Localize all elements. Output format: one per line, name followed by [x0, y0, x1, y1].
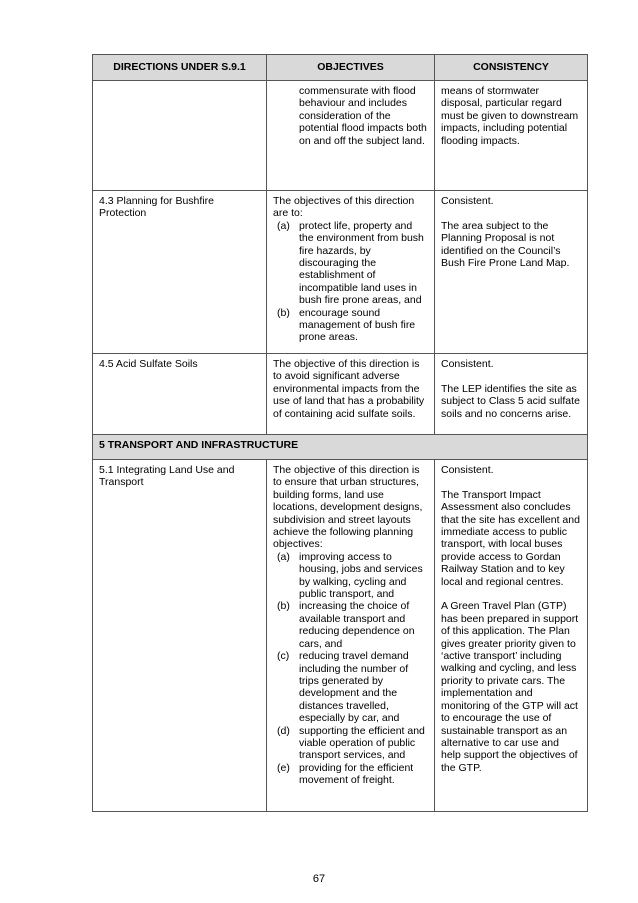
transport-objective-list — [273, 551, 428, 787]
table-row-transport — [93, 460, 588, 812]
acid-objectives-text: The objective of this direction is to avoid significant adverse environmental impacts from the use of land that has a probability of containing acid sulfate soils. — [273, 358, 425, 420]
table-row-continuation — [93, 81, 588, 191]
list-item-text: protect life, property and the environment from bush fire hazards, by discouraging the establishment of incompatible land uses in bush fire prone areas, and — [299, 219, 424, 307]
acid-direction-text: 4.5 Acid Sulfate Soils — [99, 358, 198, 370]
bushfire-consistency-text: The area subject to the Planning Proposal is not identified on the Council’s Bush Fire Prone Land Map. — [441, 219, 570, 270]
list-item-text: providing for the efficient movement of freight. — [299, 761, 414, 787]
transport-consistency-p1: The Transport Impact Assessment also concludes that the site has excellent and immediate access to public transport, with local buses provide access to Gordan Railway Station and to key local and regional centres. — [441, 488, 580, 588]
transport-consistency-status: Consistent. — [441, 464, 494, 476]
list-marker: (b) — [277, 600, 290, 613]
acid-consistency-text: The LEP identifies the site as subject to Class 5 acid sulfate soils and no concerns arise. — [441, 382, 580, 420]
bushfire-intro-text: The objectives of this direction are to: — [273, 195, 415, 220]
transport-direction-cell — [93, 460, 267, 812]
list-item-text: improving access to housing, jobs and services by walking, cycling and public transport, and — [299, 550, 423, 601]
section-heading: 5 TRANSPORT AND INFRASTRUCTURE — [93, 435, 588, 460]
list-item — [273, 650, 428, 724]
list-marker: (c) — [277, 650, 290, 663]
list-marker: (a) — [277, 219, 290, 232]
list-item-text: reducing travel demand including the number of trips generated by development and the distances travelled, especially by car, and — [299, 650, 409, 725]
bushfire-objectives-cell — [267, 191, 435, 354]
list-item-text: encourage sound management of bush fire prone areas. — [299, 306, 416, 344]
list-item-text: increasing the choice of available transport and reducing dependence on cars, and — [299, 600, 415, 650]
table-section-row — [93, 435, 588, 460]
table-row-acid-sulfate — [93, 354, 588, 435]
continuation-objectives-text: commensurate with flood behaviour and includes consideration of the potential flood impacts both on and off the subject land. — [299, 85, 427, 147]
list-item-text: supporting the efficient and viable operation of public transport services, and — [299, 724, 425, 762]
list-item — [273, 762, 428, 787]
continuation-objectives-cell — [267, 81, 435, 191]
transport-consistency-p2: A Green Travel Plan (GTP) has been prepared in support of this application. The Plan gives greater priority given to ‘active transport’ including walking and cycling, and less priority to private cars. The implementation and monitoring of the GTP will act to encourage the use of sustainable transport as an alternative to car use and help support the objectives of the GTP. — [441, 600, 579, 774]
acid-direction-cell — [93, 354, 267, 435]
bushfire-consistency-status: Consistent. — [441, 195, 494, 207]
transport-consistency-cell — [435, 460, 588, 812]
continuation-direction-cell — [93, 81, 267, 191]
transport-objectives-cell — [267, 460, 435, 812]
transport-intro-text: The objective of this direction is to ensure that urban structures, building forms, land use locations, development designs, subdivision and street layouts achieve the following planning objectives: — [273, 464, 423, 551]
list-item — [273, 307, 428, 344]
table-row-bushfire — [93, 191, 588, 354]
header-objectives: OBJECTIVES — [267, 55, 435, 81]
bushfire-consistency-cell — [435, 191, 588, 354]
list-marker: (d) — [277, 724, 290, 737]
continuation-consistency-text: means of stormwater disposal, particular regard must be given to downstream impacts, including potential flooding impacts. — [441, 85, 579, 147]
list-item — [273, 220, 428, 307]
transport-direction-text: 5.1 Integrating Land Use and Transport — [99, 464, 235, 489]
s91-directions-table — [92, 54, 588, 812]
bushfire-direction-text: 4.3 Planning for Bushfire Protection — [99, 195, 214, 220]
continuation-consistency-cell — [435, 81, 588, 191]
acid-consistency-status: Consistent. — [441, 358, 494, 370]
bushfire-objective-list — [273, 220, 428, 344]
list-item — [273, 551, 428, 601]
acid-consistency-cell — [435, 354, 588, 435]
table-header-row — [93, 55, 588, 81]
bushfire-direction-cell — [93, 191, 267, 354]
acid-objectives-cell — [267, 354, 435, 435]
list-marker: (a) — [277, 550, 290, 563]
list-item — [273, 600, 428, 650]
page-number: 67 — [312, 873, 326, 885]
list-marker: (e) — [277, 761, 290, 774]
list-item — [273, 725, 428, 762]
list-marker: (b) — [277, 306, 290, 319]
header-consistency: CONSISTENCY — [435, 55, 588, 81]
header-directions: DIRECTIONS UNDER S.9.1 — [93, 55, 267, 81]
